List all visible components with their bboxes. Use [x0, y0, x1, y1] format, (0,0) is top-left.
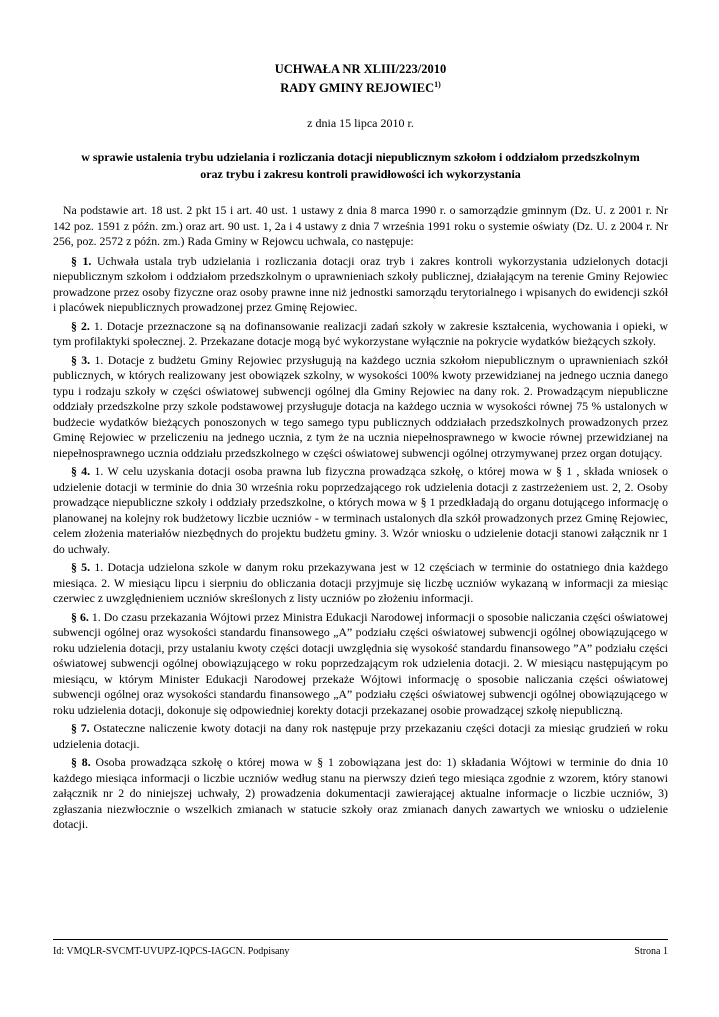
- document-body: [53, 203, 668, 833]
- section-3: [53, 353, 668, 462]
- resolution-number: UCHWAŁA NR XLIII/223/2010: [274, 62, 447, 76]
- section-1: [53, 254, 668, 316]
- council-name-line: [53, 77, 668, 96]
- section-label: § 7.: [71, 721, 90, 736]
- section-5: [53, 560, 668, 607]
- section-text: 1. W celu uzyskania dotacji osoba prawna lub fizyczna prowadząca szkołę, o której mowa w § 1 , składa wniosek o udzielenie dotacji w terminie do dnia 30 września roku poprzedzającego rok udzielenia dotacji z zastrzeżeniem ust. 2, 2. Osoby prowadzące niepubliczne szkoły i oddziały przedszkolne, o których mowa w § 1 przedkładają do organu dotującego informację o planowanej na kolejny rok budżetowy liczbie uczniów - w terminach ustalonych dla szkół prowadzonych przez Gminę Rejowiec, celem złożenia materiałów niezbędnych do projektu budżetu gminy. 3. Wzór wniosku o udzielenie dotacji stanowi załącznik nr 1 do uchwały.: [53, 464, 668, 556]
- section-8: [53, 755, 668, 833]
- section-label: § 2.: [71, 318, 90, 333]
- section-text: 1. Dotacje z budżetu Gminy Rejowiec przysługują na każdego ucznia szkołom niepublicznym o uprawnieniach szkół publicznych, w których realizowany jest obowiązek szkolny, w wysokości 100% kwoty przewidzianej na jednego ucznia danego typu i rodzaju szkoły w części oświatowej subwencji ogólnej dla Gminy Rejowiec na dany rok. 2. Prowadzącym niepubliczne oddziały przedszkolne przy szkole podstawowej przysługuje dotacja na każdego ucznia w wysokości równej 75 % ustalonych w budżecie wydatków bieżących ponoszonych w tego samego typu publicznych oddziałach przedszkolnych prowadzonych przez Gminę Rejowiec w przeliczeniu na jednego ucznia, z tym że na ucznia niepełnosprawnego w kwocie równej przewidzianej na niepełnosprawnego ucznia oddziału przedszkolnego w części oświatowej subwencji ogólnej otrzymywanej przez organ dotujący.: [53, 352, 668, 460]
- resolution-title: [53, 62, 668, 96]
- preamble: Na podstawie art. 18 ust. 2 pkt 15 i art. 40 ust. 1 ustawy z dnia 8 marca 1990 r. o samorządzie gminnym (Dz. U. z 2001 r. Nr 142 poz. 1591 z późn. zm.) oraz art. 90 ust. 1, 2a i 4 ustawy z dnia 7 września 1991 roku o systemie oświaty (Dz. U. z 2004 r. Nr 256, poz. 2572 z późn. zm.) Rada Gminy w Rejowcu uchwala, co następuje:: [53, 203, 668, 249]
- section-text: Osoba prowadząca szkołę o której mowa w § 1 zobowiązana jest do: 1) składania Wójtowi w terminie do dnia 10 każdego miesiąca informacji o liczbie uczniów według stanu na pierwszy dzień tego miesiąca zgodnie z wzorem, który stanowi załącznik nr 2 do niniejszej uchwały, 2) prowadzenia dokumentacji zawierającej aktualne informacje o liczbie uczniów, 3) zgłaszania niezwłocznie o wszelkich zmianach w statucie szkoły oraz zmianach danych zawartych we wniosku o udzielenie dotacji.: [53, 755, 668, 832]
- footnote-mark: 1): [434, 80, 441, 89]
- section-text: Ostateczne naliczenie kwoty dotacji na dany rok następuje przy przekazaniu części dotacji za miesiąc grudzień w roku udzielenia dotacji.: [53, 721, 668, 751]
- section-6: [53, 610, 668, 719]
- section-text: 1. Do czasu przekazania Wójtowi przez Ministra Edukacji Narodowej informacji o sposobie naliczania części oświatowej subwencji ogólnej oraz wysokości standardu finansowego „A” podziału części oświatowej subwencji ogólnej obowiązującego w roku udzielenia dotacji, przy ustalaniu kwoty części dotacji uwzględnia się wysokość standardu finansowego ”A” podziału części oświatowej subwencji ogólnej obowiązującego w roku poprzedzającym rok udzielenia dotacji. 2. W miesiącu następującym po miesiącu, w którym Minister Edukacji Narodowej przekaże Wójtowi informację o sposobie naliczania części oświatowej subwencji ogólnej oraz wysokości standardu finansowego „A” podziału części oświatowej subwencji ogólnej obowiązującego w roku udzielenia dotacji, dokonuje się odpowiedniej korekty dotacji przekazanej osobie prowadzącej szkołę niepubliczną.: [53, 609, 668, 717]
- section-7: [53, 721, 668, 752]
- page-footer: [53, 939, 668, 957]
- section-label: § 3.: [71, 352, 91, 367]
- section-label: § 1.: [71, 253, 92, 268]
- section-label: § 5.: [71, 560, 91, 575]
- section-label: § 6.: [71, 609, 89, 624]
- page-number: Strona 1: [634, 946, 668, 957]
- section-text: Uchwała ustala tryb udzielania i rozliczania dotacji oraz tryb i zakres kontroli wykorzystania udzielonych dotacji niepublicznym szkołom i oddziałom przedszkolnym o uprawnieniach szkoły publicznej, działającym na terenie Gminy Rejowiec prowadzone przez osoby fizyczne oraz osoby prawne inne niż jednostki samorządu terytorialnego i wpisanych do ewidencji szkół i placówek niepublicznych prowadzonej przez Gminę Rejowiec.: [53, 253, 668, 315]
- section-label: § 4.: [71, 464, 91, 479]
- council-name: RADY GMINY REJOWIEC: [280, 81, 435, 96]
- section-label: § 8.: [71, 755, 91, 770]
- section-2: [53, 319, 668, 350]
- section-4: [53, 464, 668, 557]
- resolution-date: z dnia 15 lipca 2010 r.: [307, 116, 414, 131]
- document-id: Id: VMQLR-SVCMT-UVUPZ-IQPCS-IAGCN. Podpisany: [53, 946, 290, 957]
- section-text: 1. Dotacje przeznaczone są na dofinansowanie realizacji zadań szkoły w zakresie kształcenia, wychowania i opieki, w tym profilaktyki społecznej. 2. Przekazane dotacje mogą być wykorzystane wyłącznie na pokrycie wydatków bieżących szkoły.: [53, 318, 668, 349]
- resolution-subject: w sprawie ustalenia trybu udzielania i rozliczania dotacji niepublicznym szkołom i oddziałom przedszkolnym oraz trybu i zakresu kontroli prawidłowości ich wykorzystania: [81, 150, 640, 182]
- section-text: 1. Dotacja udzielona szkole w danym roku przekazywana jest w 12 częściach w terminie do ostatniego dnia każdego miesiąca. 2. W miesiącu lipcu i sierpniu do obliczania dotacji przyjmuje się liczbę uczniów wykazaną w informacji za miesiąc czerwiec z uwzględnieniem uczniów skreślonych z listy uczniów po złożeniu informacji.: [53, 560, 668, 606]
